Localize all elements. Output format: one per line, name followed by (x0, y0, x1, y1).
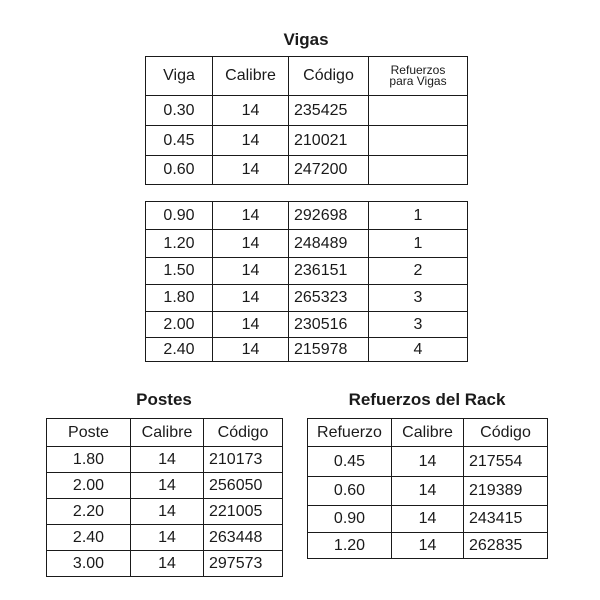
viga-cell: 2.40 (146, 338, 213, 362)
header-calibre: Calibre (131, 419, 204, 447)
refuerzo-cell: 1 (369, 202, 468, 230)
vigas-title: Vigas (283, 30, 329, 49)
viga-cell: 0.45 (146, 126, 213, 156)
refuerzo-cell: 3 (369, 285, 468, 312)
codigo-cell: 236151 (289, 258, 369, 285)
viga-cell: 1.80 (146, 285, 213, 312)
poste-cell: 2.00 (47, 473, 131, 499)
calibre-cell: 14 (131, 525, 204, 551)
table-row (47, 525, 283, 551)
header-refuerzos-para-vigas: Refuerzos para Vigas (369, 57, 468, 96)
calibre-cell: 14 (131, 499, 204, 525)
header-codigo: Código (289, 57, 369, 96)
table-row (146, 96, 468, 126)
codigo-cell: 262835 (464, 533, 548, 559)
table-row (146, 156, 468, 185)
viga-cell: 0.60 (146, 156, 213, 185)
poste-cell: 2.20 (47, 499, 131, 525)
calibre-cell: 14 (213, 96, 289, 126)
codigo-cell: 217554 (464, 447, 548, 477)
header-calibre: Calibre (392, 419, 464, 447)
calibre-cell: 14 (131, 551, 204, 577)
refuerzo-cell: 0.60 (308, 477, 392, 506)
calibre-cell: 14 (392, 477, 464, 506)
header-refuerzo: Refuerzo (308, 419, 392, 447)
header-codigo: Código (464, 419, 548, 447)
refuerzos-table (307, 418, 548, 559)
table-row (47, 447, 283, 473)
calibre-cell: 14 (392, 506, 464, 533)
viga-cell: 1.20 (146, 230, 213, 258)
calibre-cell: 14 (213, 156, 289, 185)
codigo-cell: 215978 (289, 338, 369, 362)
codigo-cell: 221005 (204, 499, 283, 525)
codigo-cell: 292698 (289, 202, 369, 230)
calibre-cell: 14 (213, 338, 289, 362)
refuerzo-cell (369, 126, 468, 156)
table-row (146, 338, 468, 362)
codigo-cell: 230516 (289, 312, 369, 338)
codigo-cell: 248489 (289, 230, 369, 258)
table-row (146, 126, 468, 156)
codigo-cell: 235425 (289, 96, 369, 126)
poste-cell: 2.40 (47, 525, 131, 551)
table-row (308, 477, 548, 506)
vigas-table-top (145, 56, 468, 185)
table-row (308, 533, 548, 559)
table-row (308, 506, 548, 533)
table-row (47, 499, 283, 525)
refuerzo-cell: 4 (369, 338, 468, 362)
calibre-cell: 14 (213, 202, 289, 230)
calibre-cell: 14 (213, 258, 289, 285)
table-row (146, 258, 468, 285)
calibre-cell: 14 (131, 447, 204, 473)
vigas-table-bottom (145, 201, 468, 362)
header-viga: Viga (146, 57, 213, 96)
viga-cell: 2.00 (146, 312, 213, 338)
table-row (47, 551, 283, 577)
refuerzos-title: Refuerzos del Rack (348, 390, 506, 409)
refuerzo-cell: 2 (369, 258, 468, 285)
postes-table (46, 418, 283, 577)
refuerzo-cell: 0.90 (308, 506, 392, 533)
codigo-cell: 256050 (204, 473, 283, 499)
codigo-cell: 297573 (204, 551, 283, 577)
calibre-cell: 14 (392, 447, 464, 477)
header-codigo: Código (204, 419, 283, 447)
calibre-cell: 14 (213, 312, 289, 338)
table-row (308, 447, 548, 477)
refuerzo-cell (369, 96, 468, 126)
codigo-cell: 210021 (289, 126, 369, 156)
viga-cell: 0.30 (146, 96, 213, 126)
table-row (47, 473, 283, 499)
codigo-cell: 247200 (289, 156, 369, 185)
refuerzo-cell: 1 (369, 230, 468, 258)
postes-title: Postes (136, 390, 192, 409)
calibre-cell: 14 (131, 473, 204, 499)
calibre-cell: 14 (392, 533, 464, 559)
codigo-cell: 263448 (204, 525, 283, 551)
viga-cell: 0.90 (146, 202, 213, 230)
header-poste: Poste (47, 419, 131, 447)
refuerzo-cell (369, 156, 468, 185)
calibre-cell: 14 (213, 126, 289, 156)
codigo-cell: 265323 (289, 285, 369, 312)
table-row (146, 202, 468, 230)
header-calibre: Calibre (213, 57, 289, 96)
refuerzo-cell: 3 (369, 312, 468, 338)
table-row (146, 285, 468, 312)
table-row (146, 230, 468, 258)
codigo-cell: 243415 (464, 506, 548, 533)
poste-cell: 3.00 (47, 551, 131, 577)
poste-cell: 1.80 (47, 447, 131, 473)
codigo-cell: 219389 (464, 477, 548, 506)
viga-cell: 1.50 (146, 258, 213, 285)
table-row (146, 312, 468, 338)
codigo-cell: 210173 (204, 447, 283, 473)
refuerzo-cell: 0.45 (308, 447, 392, 477)
calibre-cell: 14 (213, 285, 289, 312)
refuerzo-cell: 1.20 (308, 533, 392, 559)
calibre-cell: 14 (213, 230, 289, 258)
